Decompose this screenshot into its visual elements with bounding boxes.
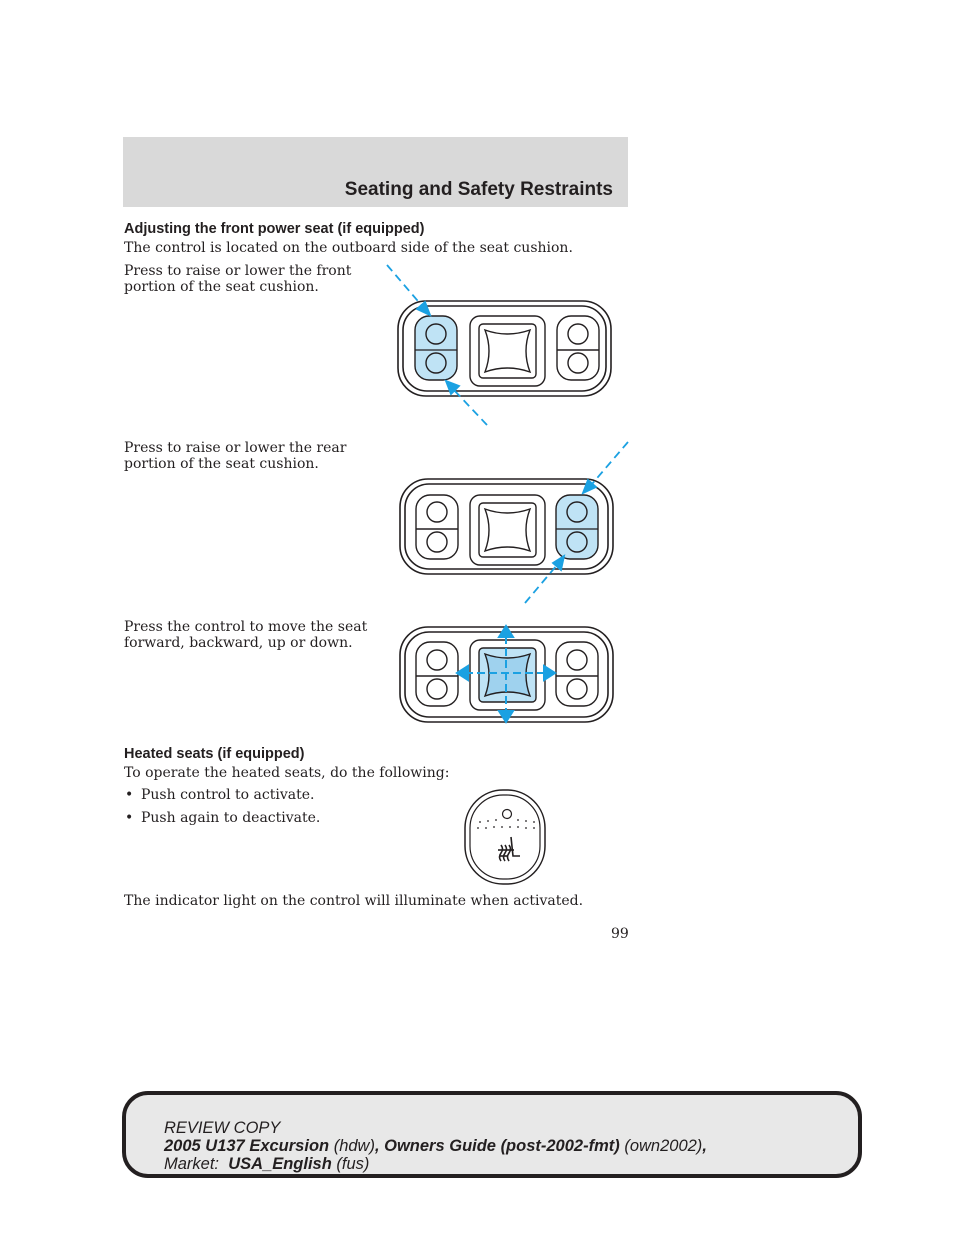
center-joystick — [470, 495, 545, 565]
left-rocker — [416, 642, 458, 706]
review-copy-footer — [122, 1091, 862, 1178]
bullet-icon: • — [125, 787, 134, 803]
power-seat-heading: Adjusting the front power seat (if equipped) — [124, 221, 425, 237]
footer-guide: Owners Guide (post-2002-fmt) — [384, 1137, 620, 1155]
footer-model-code: (hdw) — [329, 1137, 375, 1155]
footer-model: 2005 U137 Excursion — [164, 1137, 330, 1155]
rear-cushion-control-illustration — [385, 440, 625, 610]
right-rocker — [556, 642, 598, 706]
footer-market-code: (fus) — [331, 1155, 370, 1173]
footer-text — [164, 1119, 707, 1173]
move-caption-line2: forward, backward, up or down. — [124, 635, 353, 651]
bullet-icon: • — [125, 810, 134, 826]
footer-sep2: , — [702, 1137, 707, 1155]
heated-seats-intro: To operate the heated seats, do the following: — [124, 765, 450, 781]
front-caption-line2: portion of the seat cushion. — [124, 279, 319, 295]
right-rocker — [557, 316, 599, 380]
heated-seats-heading: Heated seats (if equipped) — [124, 746, 305, 762]
list-item — [125, 787, 314, 803]
center-joystick-highlighted — [470, 640, 545, 710]
right-rocker-highlighted — [556, 495, 598, 559]
move-caption-line1: Press the control to move the seat — [124, 619, 368, 635]
section-title: Seating and Safety Restraints — [344, 179, 613, 200]
bullet-text: Push again to deactivate. — [141, 810, 321, 826]
left-rocker-highlighted — [415, 316, 457, 380]
review-copy-label: REVIEW COPY — [164, 1119, 281, 1137]
move-seat-caption — [124, 619, 367, 651]
footer-market: USA_English — [228, 1155, 332, 1173]
front-cushion-caption — [124, 263, 351, 295]
center-joystick — [470, 316, 545, 386]
rear-cushion-caption — [124, 440, 346, 472]
page-number: 99 — [611, 926, 629, 942]
rear-caption-line1: Press to raise or lower the rear — [124, 440, 347, 456]
four-way-arrows — [457, 626, 555, 722]
power-seat-intro: The control is located on the outboard side of the seat cushion. — [124, 240, 573, 256]
footer-guide-code: (own2002) — [619, 1137, 703, 1155]
seat-position-control-illustration — [385, 622, 625, 732]
bullet-text: Push control to activate. — [141, 787, 315, 803]
front-caption-line1: Press to raise or lower the front — [124, 263, 352, 279]
footer-market-label: Market: — [164, 1155, 229, 1173]
left-rocker — [416, 495, 458, 559]
rear-caption-line2: portion of the seat cushion. — [124, 456, 319, 472]
heated-seat-switch-illustration — [462, 787, 552, 887]
indicator-note: The indicator light on the control will illuminate when activated. — [124, 893, 584, 909]
front-cushion-control-illustration — [385, 265, 625, 415]
section-header-band — [123, 137, 628, 207]
footer-sep1: , — [374, 1137, 385, 1155]
list-item — [125, 810, 320, 826]
